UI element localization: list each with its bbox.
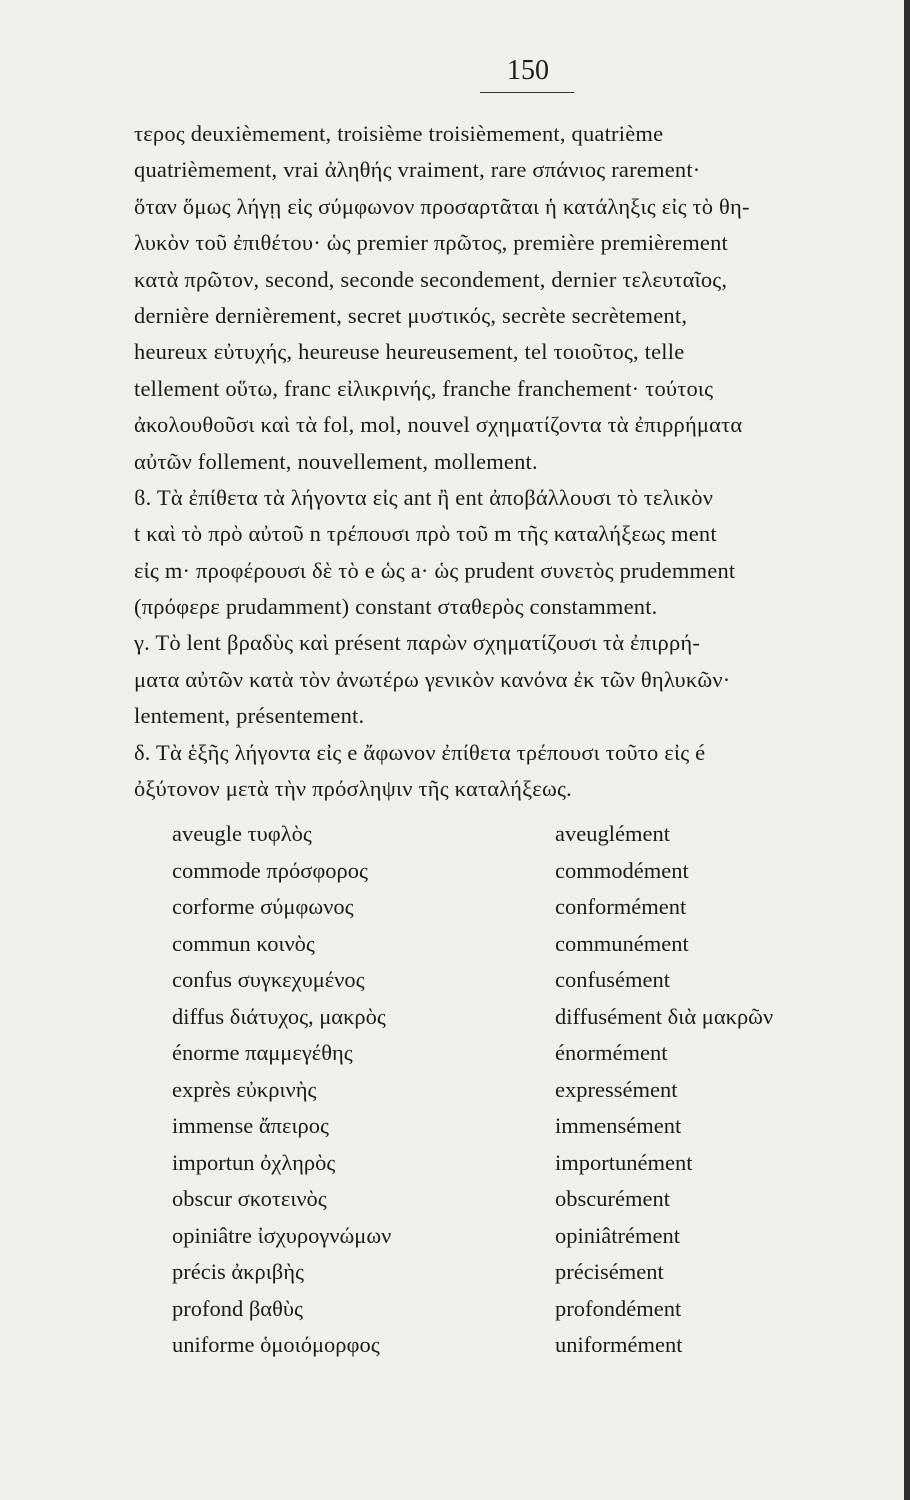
word-list-row	[172, 962, 902, 999]
body-text	[134, 116, 906, 807]
text-line: δ. Τὰ ἑξῆς λήγοντα εἰς e ἄφωνον ἐπίθετα τρέπουσι τοῦτο εἰς é	[134, 739, 706, 765]
adverb-entry: énormément	[555, 1040, 668, 1065]
text-line: quatrièmement, vrai ἀληθής vraiment, rare σπάνιος rarement·	[134, 157, 701, 183]
text-line: ἀκολουθοῦσι καὶ τὰ fol, mol, nouvel σχηματίζοντα τὰ ἐπιρρήματα	[134, 412, 743, 438]
word-list-row	[172, 1254, 902, 1291]
adjective-entry: confus συγκεχυμένος	[172, 967, 365, 992]
text-line: t καὶ τὸ πρὸ αὐτοῦ n τρέπουσι πρὸ τοῦ m τῆς καταλήξεως ment	[134, 521, 717, 547]
word-list-row	[172, 1108, 902, 1145]
text-line: τερος deuxièmement, troisième troisièmement, quatrième	[134, 121, 664, 146]
word-list-row	[172, 999, 902, 1036]
adjective-entry: obscur σκοτεινὸς	[172, 1186, 327, 1211]
adjective-entry: énorme παμμεγέθης	[172, 1040, 353, 1065]
word-list-row	[172, 816, 902, 853]
adjective-entry: opiniâtre ἰσχυρογνώμων	[172, 1222, 392, 1248]
text-line: γ. Τὸ lent βραδὺς καὶ présent παρὼν σχηματίζουσι τὰ ἐπιρρή-	[134, 630, 701, 656]
text-line: εἰς m· προφέρουσι δὲ τὸ e ὡς a· ὡς prudent συνετὸς prudemment	[134, 557, 736, 583]
adverb-entry: conformément	[555, 894, 687, 919]
adjective-entry: importun ὀχληρὸς	[172, 1149, 336, 1175]
text-line: lentement, présentement.	[134, 703, 365, 729]
word-list-row	[172, 853, 902, 890]
page-number: 150	[507, 55, 549, 86]
text-line: (πρόφερε prudamment) constant σταθερὸς constamment.	[134, 594, 658, 620]
text-line: κατὰ πρῶτον, second, seconde secondement, dernier τελευταῖος,	[134, 266, 728, 292]
adverb-entry: commodément	[555, 857, 689, 883]
word-list-row	[172, 1291, 902, 1328]
text-line: dernière dernièrement, secret μυστικός, secrète secrètement,	[134, 302, 688, 328]
text-line: ὅταν ὅμως λήγῃ εἰς σύμφωνον προσαρτᾶται ἡ κατάληξις εἰς τὸ θη-	[134, 193, 750, 219]
word-list-row	[172, 1181, 902, 1218]
adverb-entry: immensément	[555, 1113, 682, 1138]
adjective-entry: précis ἀκριβὴς	[172, 1259, 304, 1284]
adjective-entry: commode πρόσφορος	[172, 857, 368, 883]
adverb-word-list	[172, 816, 902, 1364]
word-list-row	[172, 889, 902, 926]
word-list-row	[172, 1218, 902, 1255]
adjective-entry: diffus διάτυχος, μακρὸς	[172, 1003, 386, 1029]
adverb-entry: obscurément	[555, 1186, 670, 1211]
adjective-entry: immense ἄπειρος	[172, 1113, 329, 1138]
adjective-entry: aveugle τυφλὸς	[172, 821, 312, 846]
page-number-rule	[480, 92, 574, 93]
adverb-entry: importunément	[555, 1149, 693, 1175]
word-list-row	[172, 1327, 902, 1364]
adjective-entry: corforme σύμφωνος	[172, 894, 354, 919]
adverb-entry: uniformément	[555, 1332, 683, 1357]
adverb-entry: aveuglément	[555, 821, 670, 846]
text-line: heureux εὐτυχής, heureuse heureusement, tel τοιοῦτος, telle	[134, 339, 685, 365]
text-line: ϐ. Τὰ ἐπίθετα τὰ λήγοντα εἰς ant ἢ ent ἀποβάλλουσι τὸ τελικὸν	[134, 484, 714, 510]
adjective-entry: uniforme ὁμοιόμορφος	[172, 1332, 380, 1357]
adverb-entry: précisément	[555, 1259, 664, 1284]
text-line: λυκὸν τοῦ ἐπιθέτου· ὡς premier πρῶτος, première premièrement	[134, 230, 729, 256]
word-list-row	[172, 1145, 902, 1182]
adverb-entry: communément	[555, 930, 689, 956]
adverb-entry: opiniâtrément	[555, 1222, 680, 1248]
adverb-entry: expressément	[555, 1076, 678, 1102]
adverb-entry: profondément	[555, 1295, 682, 1321]
word-list-row	[172, 926, 902, 963]
text-line: αὐτῶν follement, nouvellement, mollement.	[134, 448, 538, 474]
word-list-row	[172, 1035, 902, 1072]
word-list-row	[172, 1072, 902, 1109]
adjective-entry: commun κοινὸς	[172, 930, 315, 956]
adverb-entry: diffusément διὰ μακρῶν	[555, 1003, 774, 1029]
text-line: tellement οὕτω, franc εἰλικρινής, franche franchement· τούτοις	[134, 375, 714, 401]
adjective-entry: exprès εὐκρινὴς	[172, 1076, 317, 1102]
adjective-entry: profond βαθὺς	[172, 1295, 303, 1321]
text-line: ὀξύτονον μετὰ τὴν πρόσληψιν τῆς καταλήξεως.	[134, 776, 572, 802]
text-line: ματα αὐτῶν κατὰ τὸν ἀνωτέρω γενικὸν κανόνα ἐκ τῶν θηλυκῶν·	[134, 666, 731, 692]
adverb-entry: confusément	[555, 967, 670, 992]
